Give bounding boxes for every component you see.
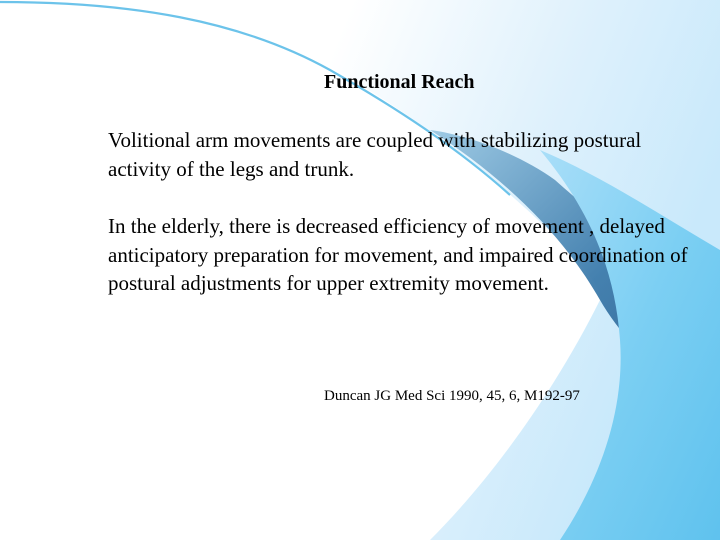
citation-text: Duncan JG Med Sci 1990, 45, 6, M192-97 <box>324 388 580 404</box>
body-paragraph-1: Volitional arm movements are coupled with stabilizing postural activity of the legs and trunk. <box>108 128 642 181</box>
body-paragraph-2: In the elderly, there is decreased efficiency of movement , delayed anticipatory preparation for movement, and impaired coordination of postural adjustments for upper extremity movement. <box>108 214 688 295</box>
slide-title: Functional Reach <box>324 71 475 93</box>
